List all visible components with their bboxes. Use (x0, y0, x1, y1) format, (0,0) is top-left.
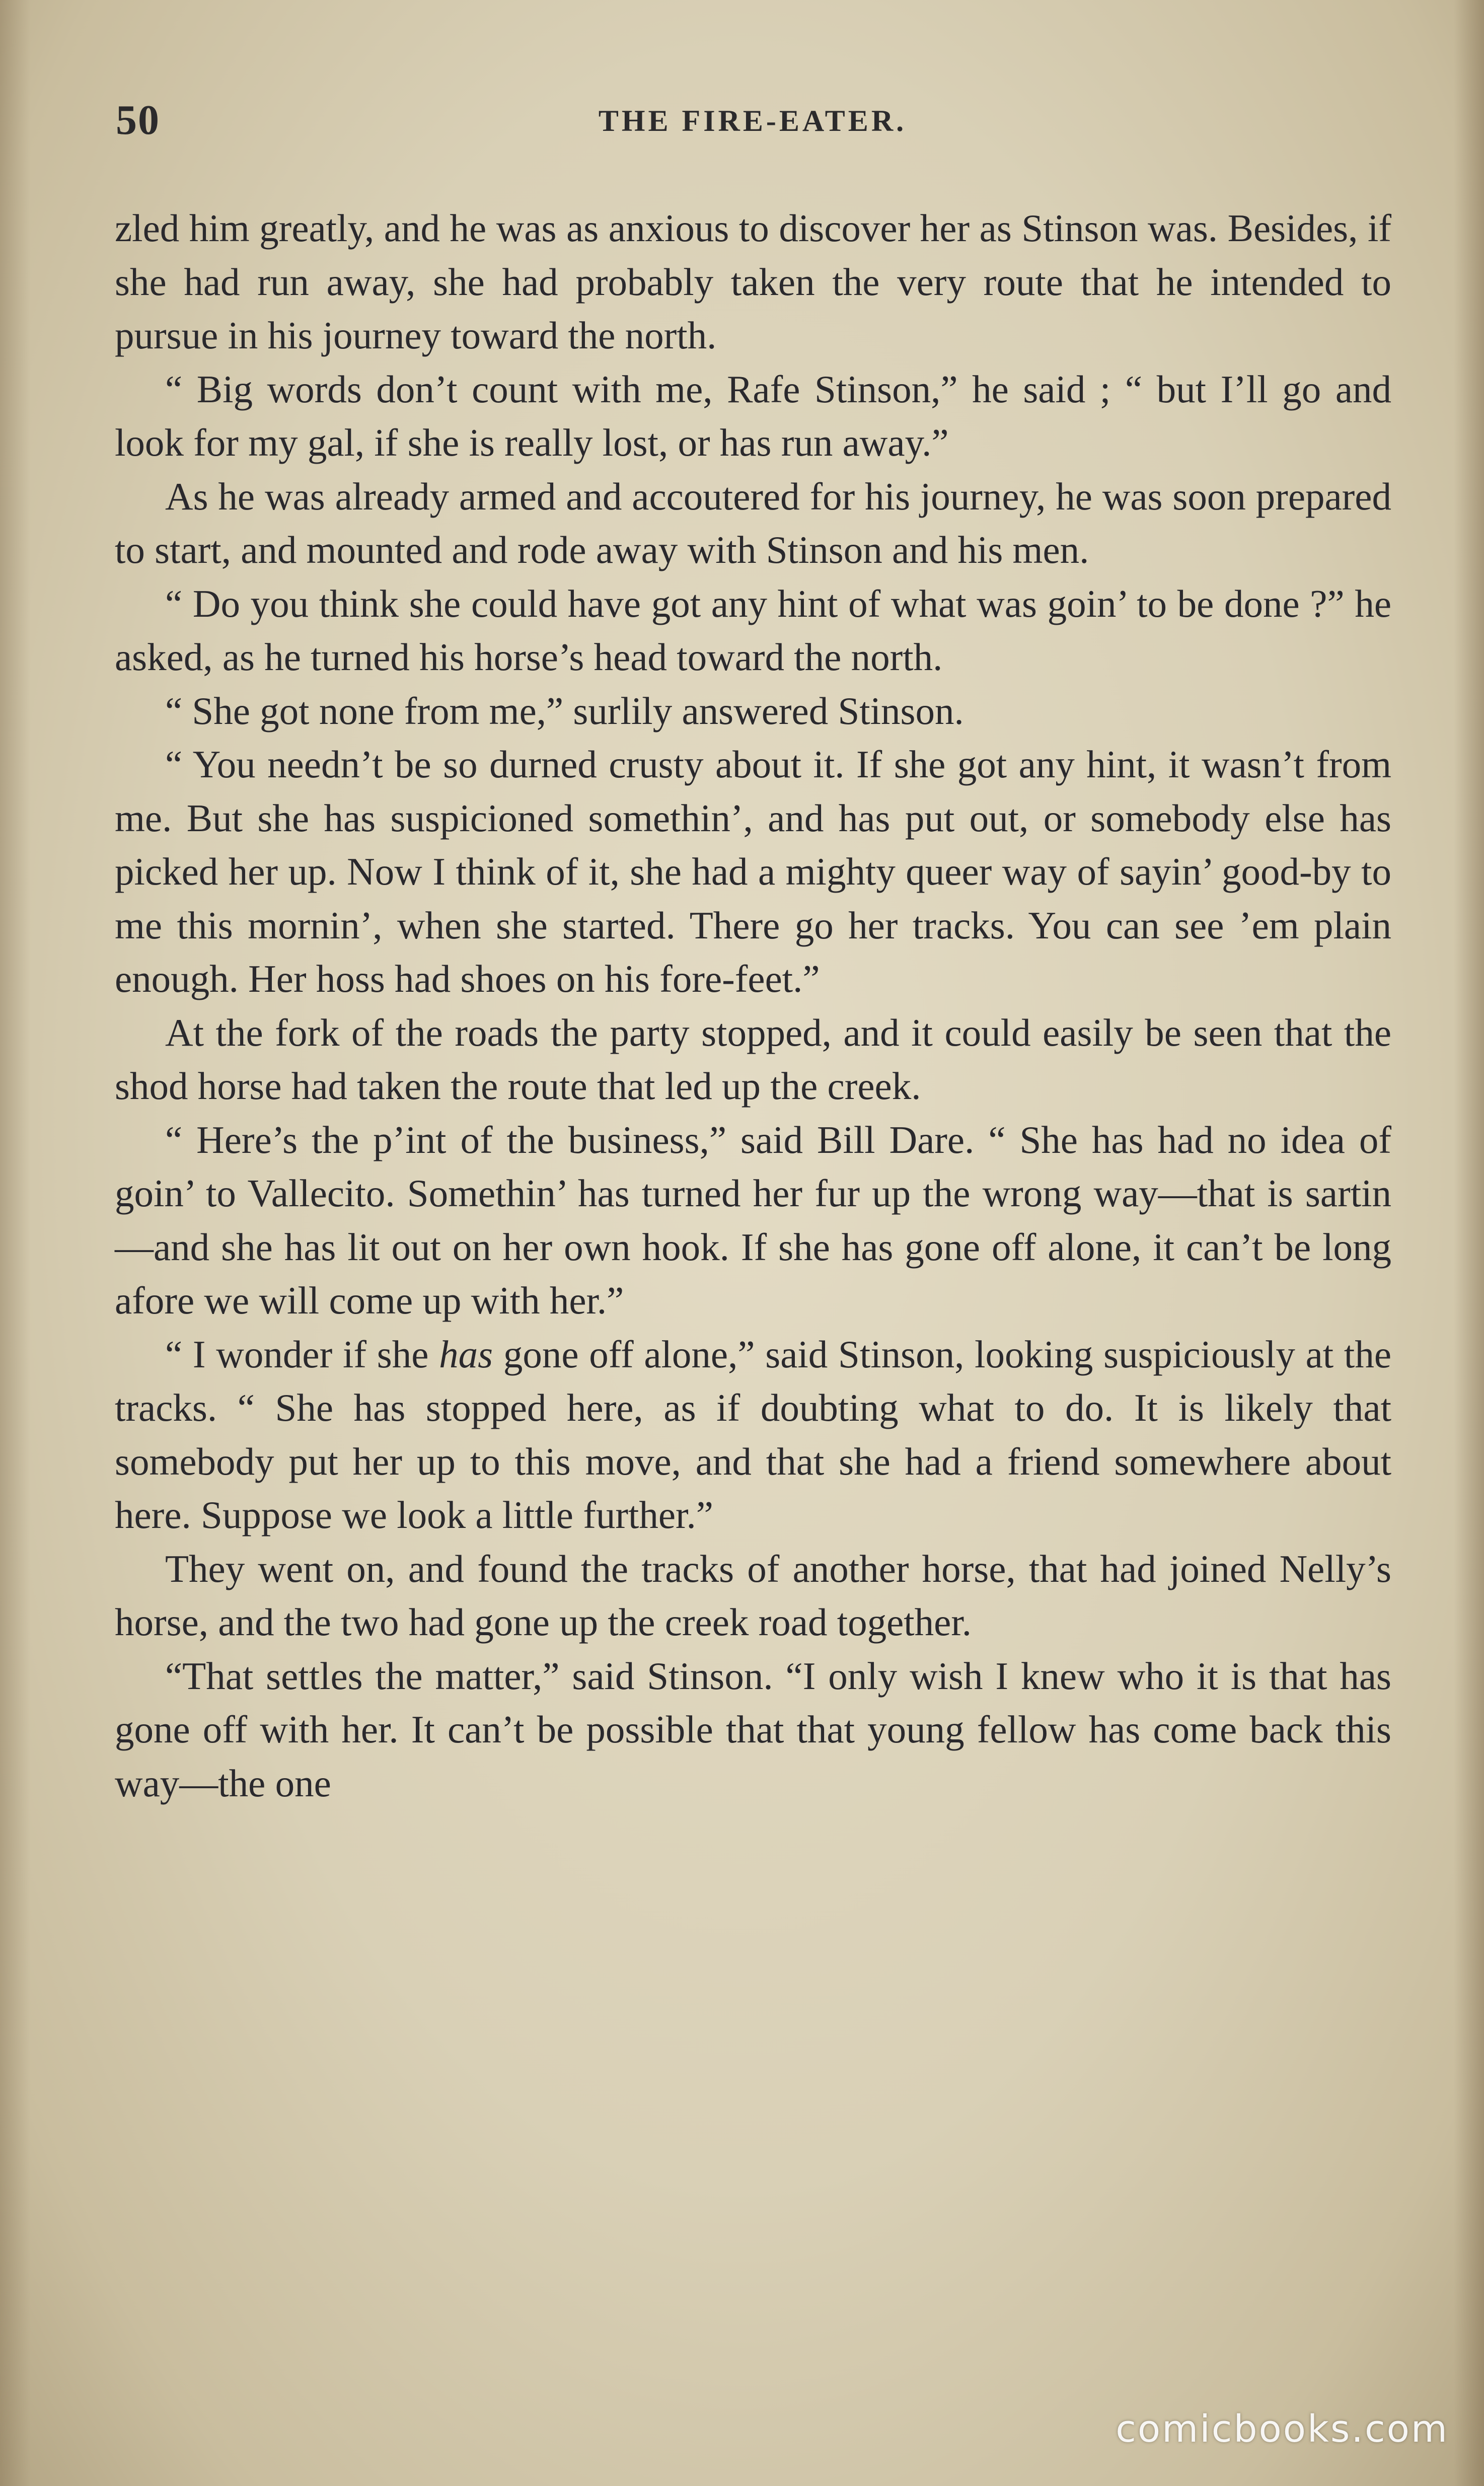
paragraph (115, 1328, 1391, 1542)
page-number: 50 (116, 97, 160, 143)
paragraph: As he was already armed and accoutered for his journey, he was soon prepared to start, and mounted and rode away with Stinson and his men. (115, 474, 1391, 571)
page-edge-shadow-right (1454, 0, 1484, 2486)
paragraph: At the fork of the roads the party stopped, and it could easily be seen that the shod horse had taken the route that led up the creek. (115, 1010, 1391, 1108)
running-head: THE FIRE-EATER. (598, 104, 907, 137)
paragraph: They went on, and found the tracks of another horse, that had joined Nelly’s horse, and the two had gone up the creek road together. (115, 1547, 1391, 1644)
paragraph: “ She got none from me,” surlily answered Stinson. (165, 689, 964, 733)
italic-emphasis: has (439, 1332, 493, 1376)
body-text (115, 201, 1391, 1810)
paragraph: “ Here’s the p’int of the business,” said Bill Dare. “ She has had no idea of goin’ to Vallecito. Somethin’ has turned her fur up the wrong way—that is sartin—and she has lit out on her own hook. If she has gone off alone, it can’t be long afore we will come up with her.” (115, 1118, 1391, 1322)
paragraph: “ Big words don’t count with me, Rafe Stinson,” he said ; “ but I’ll go and look for my gal, if she is really lost, or has run away.” (115, 367, 1391, 464)
page-header (116, 96, 1389, 151)
paragraph-text: “ I wonder if she (165, 1332, 439, 1376)
paragraph: “ You needn’t be so durned crusty about it. If she got any hint, it wasn’t from me. But she has suspicioned somethin’, and has put out, or somebody else has picked her up. Now I think of it, she had a mighty queer way of sayin’ good-by to me this mornin’, when she started. There go her tracks. You can see ’em plain enough. Her hoss had shoes on his fore-feet.” (115, 743, 1391, 1000)
paragraph: “ Do you think she could have got any hint of what was goin’ to be done ?” he asked, as he turned his horse’s head toward the north. (115, 581, 1391, 679)
paragraph: zled him greatly, and he was as anxious to discover her as Stinson was. Besides, if she had run away, she had probably taken the very route that he intended to pursue in his journey toward the north. (115, 206, 1391, 357)
page-edge-shadow-left (0, 0, 30, 2486)
watermark: comicbooks.com (1116, 2407, 1449, 2451)
paragraph: “That settles the matter,” said Stinson. “I only wish I knew who it is that has gone off with her. It can’t be possible that that young fellow has come back this way—the one (115, 1654, 1391, 1805)
paragraph-text: gone off alone,” said Stinson, looking suspiciously at the tracks. “ She has stopped here, as if doubting what to do. It is likely that somebody put her up to this move, and that she had a friend somewhere about here. Suppose we look a little further.” (115, 1332, 1391, 1537)
